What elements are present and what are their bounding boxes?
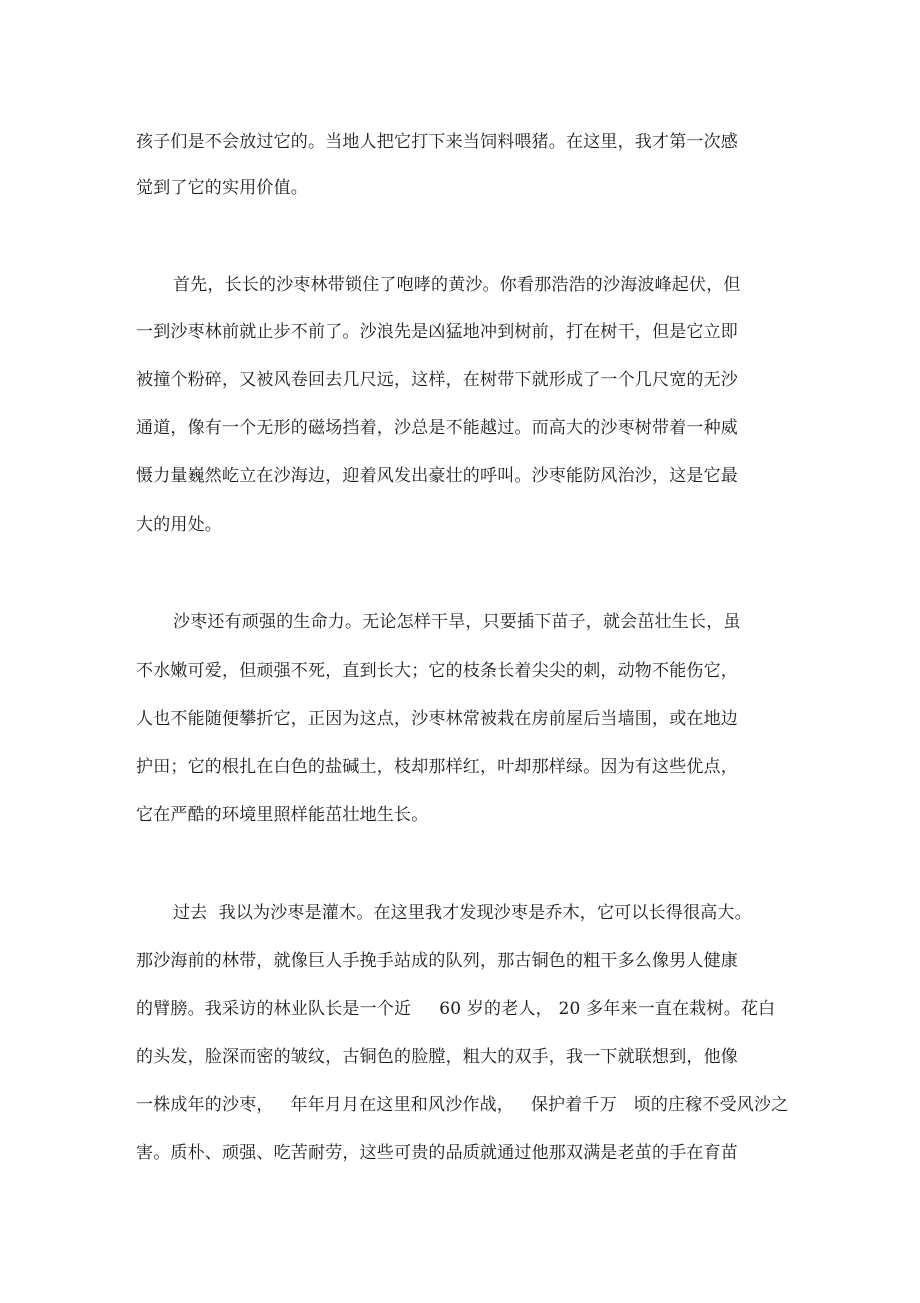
paragraph-2-line-5: 慑力量巍然屹立在沙海边，迎着风发出豪壮的呼叫。沙枣能防风治沙，这是它最 <box>136 466 738 486</box>
paragraph-2-line-3: 被撞个粉碎，又被风卷回去几尺远，这样，在树带下就形成了一个几尺宽的无沙 <box>136 370 738 390</box>
paragraph-4-line-6: 害。质朴、顽强、吃苦耐劳，这些可贵的品质就通过他那双满是老茧的手在育苗 <box>136 1143 738 1163</box>
paragraph-4-line-4: 的头发，脸深而密的皱纹，古铜色的脸膛，粗大的双手，我一下就联想到，他像 <box>136 1047 738 1067</box>
paragraph-2-line-6: 大的用处。 <box>136 515 222 535</box>
paragraph-4-line-3: 的臂膀。我采访的林业队长是一个近 60 岁的老人， 20 多年来一直在栽树。花白 <box>136 999 776 1019</box>
paragraph-3-line-4: 护田；它的根扎在白色的盐碱土，枝却那样红，叶却那样绿。因为有这些优点， <box>136 757 738 777</box>
paragraph-4-line-5: 一株成年的沙枣， 年年月月在这里和风沙作战， 保护着千万 顷的庄稼不受风沙之 <box>136 1095 789 1115</box>
paragraph-4-line-2: 那沙海前的林带，就像巨人手挽手站成的队列，那古铜色的粗干多么像男人健康 <box>136 951 738 971</box>
paragraph-1-line-2: 觉到了它的实用价值。 <box>136 178 308 198</box>
paragraph-3-line-3: 人也不能随便攀折它，正因为这点，沙枣林常被栽在房前屋后当墙围，或在地边 <box>136 709 738 729</box>
paragraph-2-line-4: 通道，像有一个无形的磁场挡着，沙总是不能越过。而高大的沙枣树带着一种威 <box>136 418 738 438</box>
paragraph-3-line-2: 不水嫩可爱，但顽强不死，直到长大；它的枝条长着尖尖的刺，动物不能伤它， <box>136 661 738 681</box>
paragraph-3-line-1: 沙枣还有顽强的生命力。无论怎样干旱，只要插下苗子，就会茁壮生长，虽 <box>173 612 741 632</box>
paragraph-2-line-1: 首先，长长的沙枣林带锁住了咆哮的黄沙。你看那浩浩的沙海波峰起伏，但 <box>173 275 741 295</box>
paragraph-4-line-1: 过去 我以为沙枣是灌木。在这里我才发现沙枣是乔木，它可以长得很高大。 <box>173 903 752 923</box>
paragraph-2-line-2: 一到沙枣林前就止步不前了。沙浪先是凶猛地冲到树前，打在树干，但是它立即 <box>136 322 738 342</box>
paragraph-3-line-5: 它在严酷的环境里照样能茁壮地生长。 <box>136 805 429 825</box>
paragraph-1-line-1: 孩子们是不会放过它的。当地人把它打下来当饲料喂猪。在这里，我才第一次感 <box>136 132 738 152</box>
